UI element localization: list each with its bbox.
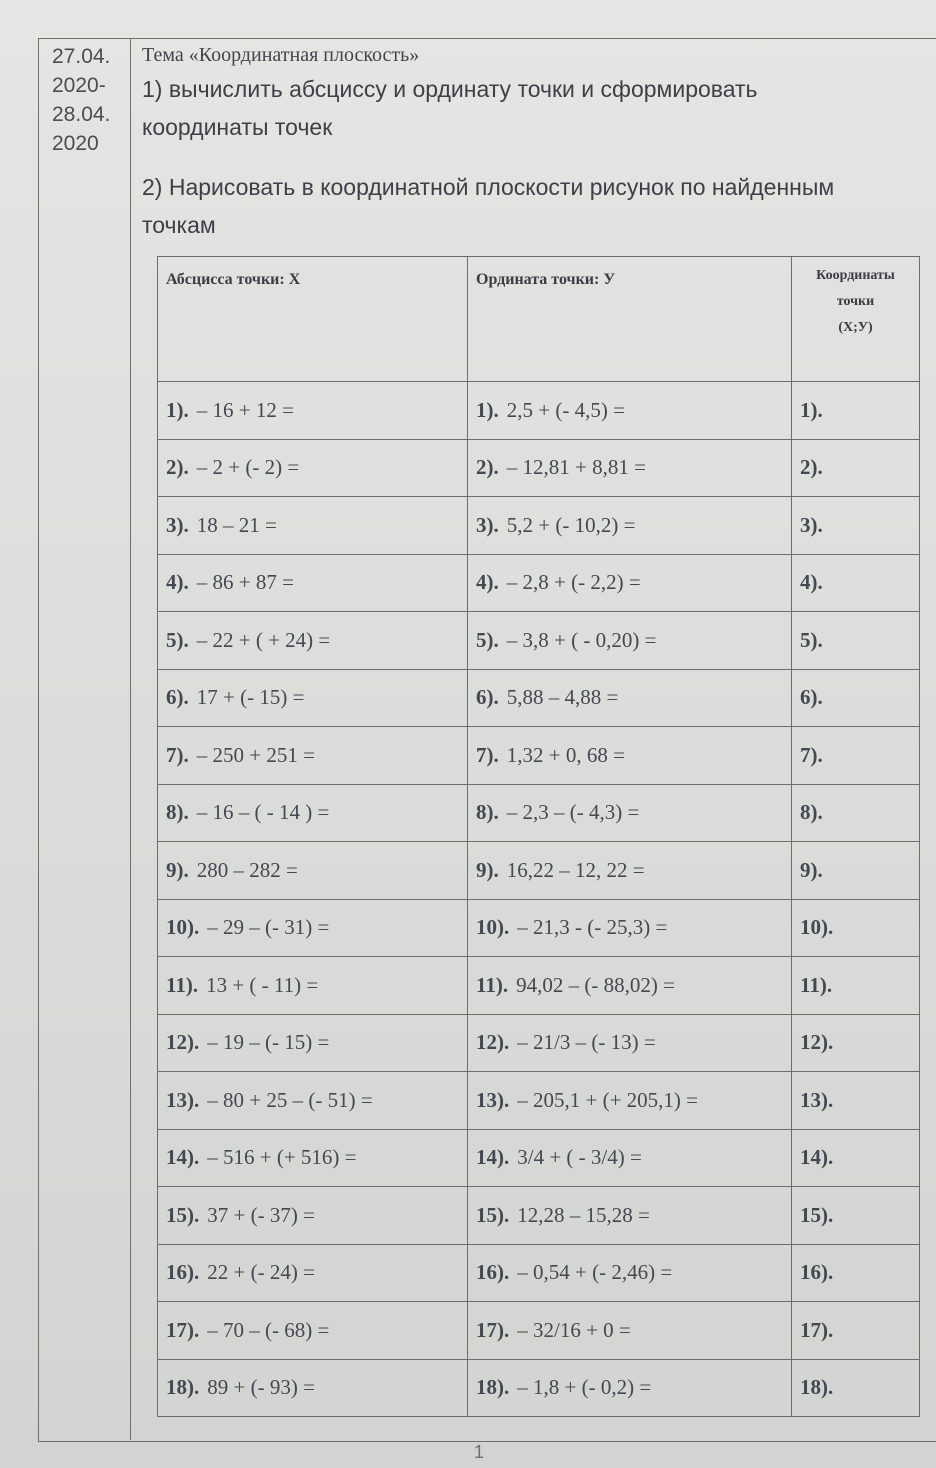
- abscissa-cell: [158, 1187, 468, 1245]
- ordinate-expression: – 3,8 + ( - 0,20) =: [506, 627, 657, 652]
- row-number: 13).: [166, 1087, 200, 1112]
- table-row: [158, 1129, 920, 1187]
- abscissa-expression: 37 + (- 37) =: [207, 1202, 315, 1227]
- ordinate-cell: [468, 669, 792, 727]
- ordinate-expression: – 1,8 + (- 0,2) =: [517, 1375, 652, 1400]
- table-row: [158, 957, 920, 1015]
- coordinate-cell: [792, 1187, 920, 1245]
- abscissa-cell: [158, 957, 468, 1015]
- row-number: 4).: [476, 570, 499, 595]
- abscissa-cell: [158, 669, 468, 727]
- ordinate-cell: [468, 1359, 792, 1417]
- coordinate-cell: [792, 727, 920, 785]
- date-line: 27.04.: [52, 45, 111, 68]
- coordinate-answer-label: 1).: [800, 397, 823, 422]
- ordinate-cell: [468, 842, 792, 900]
- lesson-date: [52, 42, 128, 158]
- ordinate-expression: – 32/16 + 0 =: [517, 1317, 631, 1342]
- abscissa-expression: – 16 – ( - 14 ) =: [196, 800, 330, 825]
- row-number: 11).: [166, 972, 199, 997]
- ordinate-expression: 5,2 + (- 10,2) =: [506, 512, 636, 537]
- ordinate-cell: [468, 1072, 792, 1130]
- abscissa-expression: – 86 + 87 =: [196, 570, 294, 595]
- coordinate-cell: [792, 899, 920, 957]
- ordinate-expression: – 21/3 – (- 13) =: [517, 1030, 656, 1055]
- coordinate-answer-label: 7).: [800, 742, 823, 767]
- ordinate-cell: [468, 1244, 792, 1302]
- row-number: 8).: [476, 800, 499, 825]
- abscissa-expression: – 250 + 251 =: [196, 742, 315, 767]
- table-row: [158, 382, 920, 440]
- header-ordinate: Ордината точки: У: [468, 257, 792, 382]
- ordinate-cell: [468, 497, 792, 555]
- coordinate-answer-label: 15).: [800, 1202, 834, 1227]
- row-number: 8).: [166, 800, 189, 825]
- ordinate-expression: 3/4 + ( - 3/4) =: [517, 1145, 642, 1170]
- coordinate-cell: [792, 1014, 920, 1072]
- ordinate-cell: [468, 727, 792, 785]
- ordinate-expression: – 205,1 + (+ 205,1) =: [517, 1087, 699, 1112]
- coordinate-answer-label: 8).: [800, 800, 823, 825]
- coordinate-cell: [792, 497, 920, 555]
- ordinate-cell: [468, 1187, 792, 1245]
- coordinate-cell: [792, 1129, 920, 1187]
- row-number: 12).: [166, 1030, 200, 1055]
- abscissa-expression: – 19 – (- 15) =: [207, 1030, 330, 1055]
- abscissa-cell: [158, 1014, 468, 1072]
- table-row: [158, 1244, 920, 1302]
- coordinate-answer-label: 18).: [800, 1375, 834, 1400]
- row-number: 7).: [166, 742, 189, 767]
- ordinate-cell: [468, 554, 792, 612]
- coordinate-cell: [792, 957, 920, 1015]
- abscissa-expression: – 80 + 25 – (- 51) =: [207, 1087, 373, 1112]
- row-number: 12).: [476, 1030, 510, 1055]
- abscissa-expression: 13 + ( - 11) =: [206, 972, 319, 997]
- abscissa-cell: [158, 439, 468, 497]
- coordinate-cell: [792, 669, 920, 727]
- table-body: [158, 382, 920, 1417]
- coordinate-cell: [792, 554, 920, 612]
- abscissa-cell: [158, 1244, 468, 1302]
- coordinate-cell: [792, 1072, 920, 1130]
- abscissa-expression: – 70 – (- 68) =: [207, 1317, 330, 1342]
- row-number: 17).: [476, 1317, 510, 1342]
- coordinate-cell: [792, 842, 920, 900]
- abscissa-expression: 18 – 21 =: [196, 512, 277, 537]
- ordinate-expression: – 21,3 - (- 25,3) =: [517, 915, 668, 940]
- abscissa-expression: 22 + (- 24) =: [207, 1260, 315, 1285]
- table-row: [158, 554, 920, 612]
- abscissa-expression: – 16 + 12 =: [196, 397, 294, 422]
- table-header-row: [158, 257, 920, 382]
- row-number: 9).: [476, 857, 499, 882]
- coordinate-cell: [792, 382, 920, 440]
- date-column-divider: [130, 38, 131, 1440]
- page-number: 1: [474, 1442, 485, 1462]
- row-number: 14).: [476, 1145, 510, 1170]
- row-number: 3).: [166, 512, 189, 537]
- ordinate-expression: 12,28 – 15,28 =: [517, 1202, 650, 1227]
- row-number: 1).: [166, 397, 189, 422]
- abscissa-expression: – 2 + (- 2) =: [196, 455, 300, 480]
- row-number: 10).: [476, 915, 510, 940]
- abscissa-expression: – 29 – (- 31) =: [207, 915, 330, 940]
- row-number: 5).: [166, 627, 189, 652]
- row-number: 11).: [476, 972, 509, 997]
- coordinate-answer-label: 6).: [800, 685, 823, 710]
- table-row: [158, 727, 920, 785]
- abscissa-cell: [158, 612, 468, 670]
- table-row: [158, 439, 920, 497]
- row-number: 15).: [476, 1202, 510, 1227]
- table-row: [158, 784, 920, 842]
- coordinate-answer-label: 9).: [800, 857, 823, 882]
- abscissa-cell: [158, 784, 468, 842]
- row-number: 16).: [476, 1260, 510, 1285]
- coordinate-answer-label: 17).: [800, 1317, 834, 1342]
- coordinate-cell: [792, 1302, 920, 1360]
- table-row: [158, 899, 920, 957]
- abscissa-cell: [158, 1072, 468, 1130]
- row-number: 14).: [166, 1145, 200, 1170]
- row-number: 9).: [166, 857, 189, 882]
- abscissa-cell: [158, 727, 468, 785]
- date-line: 28.04.: [52, 103, 111, 126]
- table-row: [158, 1302, 920, 1360]
- date-line: 2020-: [52, 74, 106, 97]
- table-row: [158, 1072, 920, 1130]
- header-abscissa: Абсцисса точки: Х: [158, 257, 468, 382]
- abscissa-cell: [158, 554, 468, 612]
- ordinate-expression: 2,5 + (- 4,5) =: [506, 397, 625, 422]
- ordinate-expression: 5,88 – 4,88 =: [506, 685, 619, 710]
- row-number: 2).: [476, 455, 499, 480]
- coordinate-answer-label: 16).: [800, 1260, 834, 1285]
- header-coordinates-line: Координаты: [816, 268, 895, 283]
- abscissa-cell: [158, 842, 468, 900]
- row-number: 6).: [166, 685, 189, 710]
- ordinate-cell: [468, 382, 792, 440]
- coordinate-answer-label: 13).: [800, 1087, 834, 1112]
- ordinate-expression: – 2,3 – (- 4,3) =: [506, 800, 640, 825]
- coordinate-answer-label: 10).: [800, 915, 834, 940]
- abscissa-expression: 17 + (- 15) =: [196, 685, 305, 710]
- task-1-instructions: 1) вычислить абсциссу и ординату точки и сформировать координаты точек: [142, 76, 758, 140]
- ordinate-expression: 94,02 – (- 88,02) =: [516, 972, 675, 997]
- abscissa-expression: – 516 + (+ 516) =: [207, 1145, 357, 1170]
- abscissa-expression: 280 – 282 =: [196, 857, 298, 882]
- ordinate-cell: [468, 957, 792, 1015]
- row-number: 18).: [166, 1375, 200, 1400]
- coordinate-cell: [792, 439, 920, 497]
- header-coordinates-line: (Х;У): [838, 320, 873, 335]
- lesson-topic: Тема «Координатная плоскость»: [142, 44, 420, 66]
- coordinate-answer-label: 5).: [800, 627, 823, 652]
- header-coordinates-line: точки: [836, 294, 875, 309]
- ordinate-expression: 16,22 – 12, 22 =: [506, 857, 645, 882]
- row-number: 7).: [476, 742, 499, 767]
- ordinate-expression: 1,32 + 0, 68 =: [506, 742, 625, 767]
- row-number: 15).: [166, 1202, 200, 1227]
- table-row: [158, 612, 920, 670]
- row-number: 17).: [166, 1317, 200, 1342]
- table-row: [158, 1359, 920, 1417]
- coordinate-cell: [792, 1359, 920, 1417]
- row-number: 13).: [476, 1087, 510, 1112]
- row-number: 5).: [476, 627, 499, 652]
- row-number: 18).: [476, 1375, 510, 1400]
- abscissa-expression: – 22 + ( + 24) =: [196, 627, 331, 652]
- row-number: 16).: [166, 1260, 200, 1285]
- header-coordinates: [792, 257, 920, 382]
- ordinate-cell: [468, 1014, 792, 1072]
- abscissa-cell: [158, 382, 468, 440]
- ordinate-expression: – 12,81 + 8,81 =: [506, 455, 646, 480]
- coordinate-answer-label: 12).: [800, 1030, 834, 1055]
- ordinate-cell: [468, 784, 792, 842]
- ordinate-cell: [468, 899, 792, 957]
- coordinate-cell: [792, 784, 920, 842]
- table-row: [158, 1187, 920, 1245]
- table-row: [158, 1014, 920, 1072]
- coordinate-cell: [792, 612, 920, 670]
- ordinate-cell: [468, 1129, 792, 1187]
- ordinate-expression: – 2,8 + (- 2,2) =: [506, 570, 641, 595]
- ordinate-cell: [468, 1302, 792, 1360]
- ordinate-expression: – 0,54 + (- 2,46) =: [517, 1260, 673, 1285]
- abscissa-cell: [158, 1302, 468, 1360]
- coordinate-answer-label: 2).: [800, 455, 823, 480]
- abscissa-cell: [158, 899, 468, 957]
- task-2-instructions: 2) Нарисовать в координатной плоскости рисунок по найденным точкам: [142, 174, 835, 238]
- table-row: [158, 669, 920, 727]
- ordinate-cell: [468, 612, 792, 670]
- coordinate-answer-label: 14).: [800, 1145, 834, 1170]
- coordinate-answer-label: 4).: [800, 570, 823, 595]
- abscissa-cell: [158, 497, 468, 555]
- row-number: 4).: [166, 570, 189, 595]
- coordinate-cell: [792, 1244, 920, 1302]
- abscissa-cell: [158, 1129, 468, 1187]
- row-number: 1).: [476, 397, 499, 422]
- table-row: [158, 842, 920, 900]
- coordinate-answer-label: 3).: [800, 512, 823, 537]
- table-row: [158, 497, 920, 555]
- abscissa-expression: 89 + (- 93) =: [207, 1375, 315, 1400]
- ordinate-cell: [468, 439, 792, 497]
- row-number: 6).: [476, 685, 499, 710]
- date-line: 2020: [52, 132, 99, 155]
- row-number: 3).: [476, 512, 499, 537]
- coordinate-answer-label: 11).: [800, 972, 833, 997]
- points-table: [157, 256, 920, 1417]
- abscissa-cell: [158, 1359, 468, 1417]
- row-number: 2).: [166, 455, 189, 480]
- row-number: 10).: [166, 915, 200, 940]
